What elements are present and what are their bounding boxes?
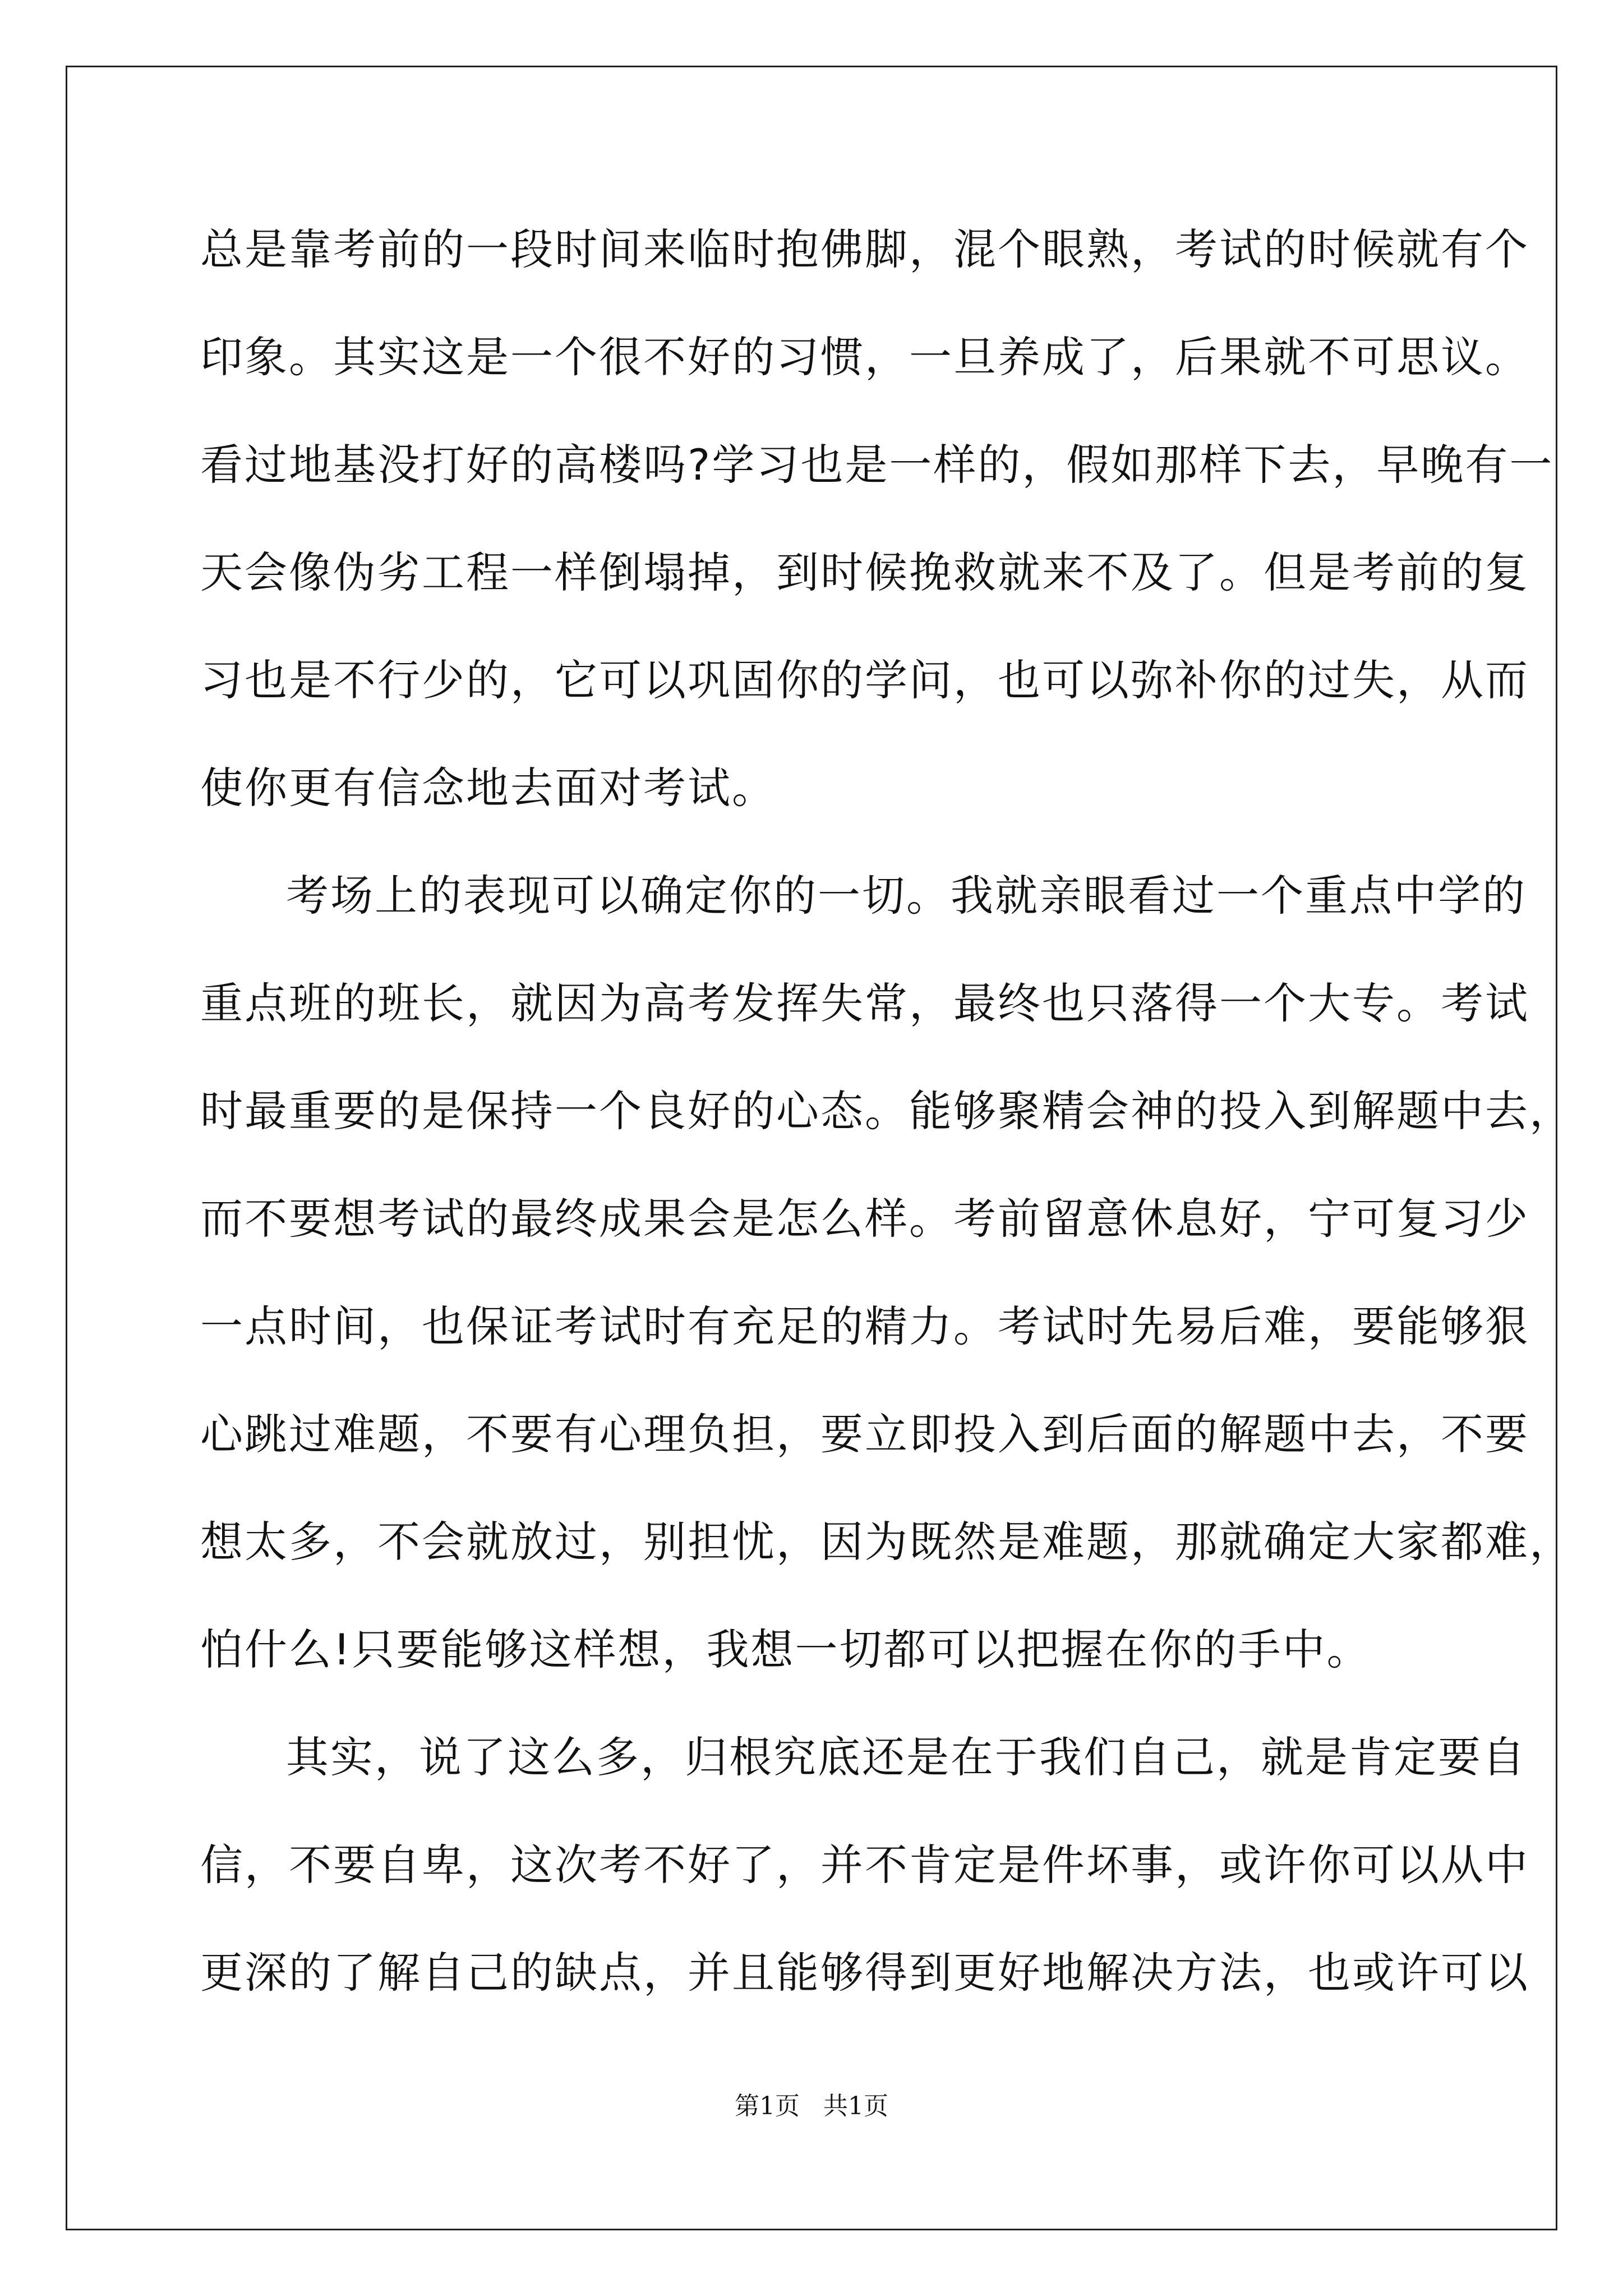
paragraph-first-line: 其实，说了这么多，归根究底还是在于我们自己，就是肯定要自: [286, 1732, 1527, 1782]
text-line: 心跳过难题，不要有心理负担，要立即投入到后面的解题中去，不要: [200, 1409, 1529, 1459]
text-line: 更深的了解自己的缺点，并且能够得到更好地解决方法，也或许可以: [200, 1948, 1529, 1998]
page-border: [66, 66, 1557, 2230]
text-line: 一点时间，也保证考试时有充足的精力。考试时先易后难，要能够狠: [200, 1301, 1529, 1351]
text-line: 天会像伪劣工程一样倒塌掉，到时候挽救就来不及了。但是考前的复: [200, 547, 1529, 597]
text-line: 使你更有信念地去面对考试。: [200, 763, 776, 813]
text-line: 重点班的班长，就因为高考发挥失常，最终也只落得一个大专。考试: [200, 978, 1529, 1028]
paragraph-first-line: 考场上的表现可以确定你的一切。我就亲眼看过一个重点中学的: [286, 871, 1527, 921]
text-line: 习也是不行少的，它可以巩固你的学问，也可以弥补你的过失，从而: [200, 655, 1529, 705]
text-line: 看过地基没打好的高楼吗?学习也是一样的，假如那样下去，早晚有一: [200, 440, 1554, 490]
text-line: 而不要想考试的最终成果会是怎么样。考前留意休息好，宁可复习少: [200, 1194, 1529, 1244]
text-line: 信，不要自卑，这次考不好了，并不肯定是件坏事，或许你可以从中: [200, 1840, 1529, 1890]
text-line: 总是靠考前的一段时间来临时抱佛脚，混个眼熟，考试的时候就有个: [200, 224, 1529, 274]
text-line: 怕什么!只要能够这样想，我想一切都可以把握在你的手中。: [200, 1625, 1371, 1674]
text-line: 印象。其实这是一个很不好的习惯，一旦养成了，后果就不可思议。: [200, 332, 1529, 382]
page-footer: 第1页 共1页: [735, 2092, 888, 2120]
text-line: 时最重要的是保持一个良好的心态。能够聚精会神的投入到解题中去，: [200, 1086, 1574, 1136]
text-line: 想太多，不会就放过，别担忧，因为既然是难题，那就确定大家都难，: [200, 1517, 1574, 1567]
